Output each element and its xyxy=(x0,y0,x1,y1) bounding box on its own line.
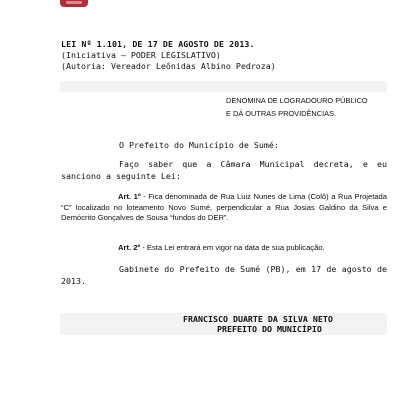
law-title: LEI Nº 1.101, DE 17 DE AGOSTO DE 2013. xyxy=(61,39,255,49)
ementa-line-2: E DÁ OUTRAS PROVIDÊNCIAS. xyxy=(226,109,337,118)
article-1-label: Art. 1º xyxy=(118,192,141,201)
law-initiative: (Iniciativa – PODER LEGISLATIVO) xyxy=(61,50,221,60)
law-authorship: (Autoria: Vereador Leônidas Albino Pedroza) xyxy=(61,61,276,71)
ementa-line-1: DENOMINA DE LOGRADOURO PÚBLICO xyxy=(226,96,368,105)
article-1-text: - Fica denominada de Rua Luiz Nunes de Lima (Colô) a Rua Projetada “C” localizado no loteamento Novo Sumé, perpendicular a Rua Josias Galdino da Silva e Demócrito Gonçalves de Sousa “fundos do DER”. xyxy=(61,192,388,222)
ementa xyxy=(226,94,368,120)
gabinete-date-line: Gabinete do Prefeito de Sumé (PB), em 17 de agosto de 2013. xyxy=(61,264,387,286)
header-divider-band xyxy=(60,81,387,92)
article-2 xyxy=(118,243,325,252)
signer-name: FRANCISCO DUARTE DA SILVA NETO xyxy=(183,314,333,324)
article-2-label: Art. 2º xyxy=(118,243,141,252)
article-2-text: - Esta Lei entrará em vigor na data de sua publicação. xyxy=(140,243,325,252)
municipal-seal-icon xyxy=(60,0,88,7)
signer-role: PREFEITO DO MUNICÍPIO xyxy=(217,324,322,334)
prefeito-intro: O Prefeito do Município de Sumé: xyxy=(119,140,279,150)
faco-saber-paragraph: Faço saber que a Câmara Municipal decreta, e eu sanciono a seguinte Lei: xyxy=(61,159,387,181)
article-1 xyxy=(61,192,387,224)
